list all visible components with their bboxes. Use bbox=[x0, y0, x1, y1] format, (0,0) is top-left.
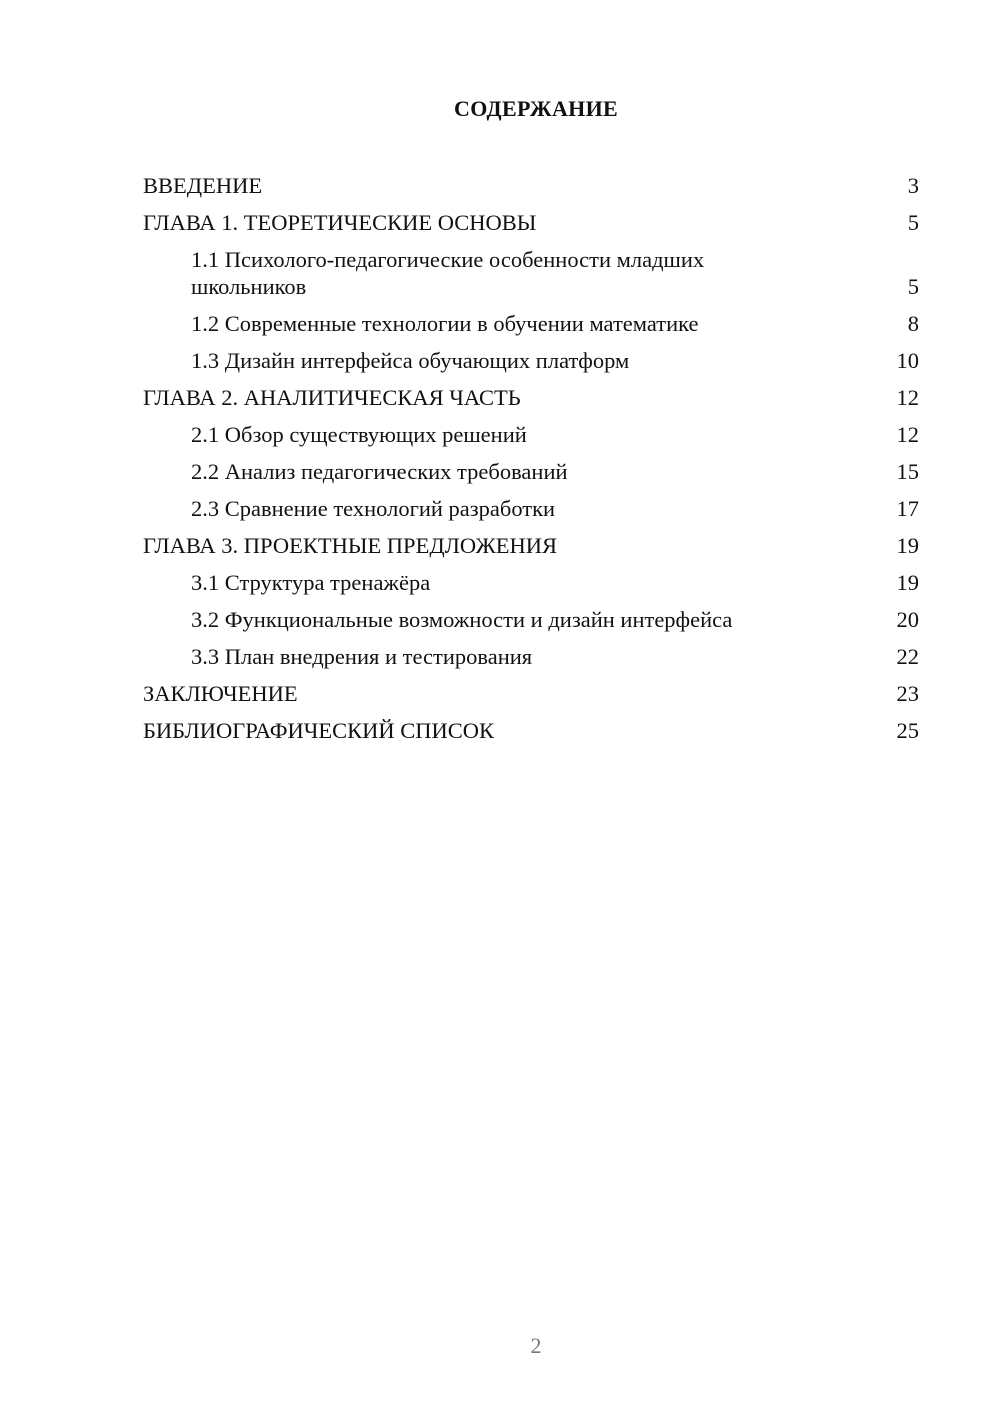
toc-entry-page: 19 bbox=[896, 570, 919, 595]
toc-entry-page: 5 bbox=[907, 274, 919, 299]
toc-entry-label: 3.3 План внедрения и тестирования bbox=[191, 644, 533, 669]
toc-entry-page: 22 bbox=[896, 644, 919, 669]
page-number: 2 bbox=[530, 1333, 542, 1358]
toc-entry-page: 17 bbox=[896, 496, 919, 521]
toc-entry-section-3-2[interactable] bbox=[143, 601, 919, 638]
toc-entry-page: 25 bbox=[896, 718, 919, 743]
toc-entry-label: 2.1 Обзор существующих решений bbox=[191, 422, 527, 447]
toc-entry-label: ГЛАВА 2. АНАЛИТИЧЕСКАЯ ЧАСТЬ bbox=[143, 385, 521, 410]
toc-entry-chapter-1[interactable] bbox=[143, 204, 919, 241]
toc-entry-label: ГЛАВА 1. ТЕОРЕТИЧЕСКИЕ ОСНОВЫ bbox=[143, 210, 537, 235]
toc-entry-page: 20 bbox=[896, 607, 919, 632]
toc-entry-bibliography[interactable] bbox=[143, 712, 919, 749]
toc-entry-page: 10 bbox=[896, 348, 919, 373]
toc-entry-page: 5 bbox=[907, 210, 919, 235]
toc-entry-page: 23 bbox=[896, 681, 919, 706]
toc-entry-chapter-3[interactable] bbox=[143, 527, 919, 564]
toc-entry-section-3-1[interactable] bbox=[143, 564, 919, 601]
toc-entry-label: 2.3 Сравнение технологий разработки bbox=[191, 496, 556, 521]
toc-entry-label: 3.2 Функциональные возможности и дизайн интерфейса bbox=[191, 607, 733, 632]
toc-entry-conclusion[interactable] bbox=[143, 675, 919, 712]
toc-entry-label: ЗАКЛЮЧЕНИЕ bbox=[143, 681, 298, 706]
toc-entry-label: ГЛАВА 3. ПРОЕКТНЫЕ ПРЕДЛОЖЕНИЯ bbox=[143, 533, 558, 558]
toc-entry-section-1-3[interactable] bbox=[143, 342, 919, 379]
toc-entry-label: ВВЕДЕНИЕ bbox=[143, 173, 263, 198]
toc-entry-label: 1.3 Дизайн интерфейса обучающих платформ bbox=[191, 348, 630, 373]
toc-entry-page: 8 bbox=[907, 311, 919, 336]
toc-entry-section-1-1[interactable] bbox=[143, 241, 919, 305]
toc-entry-section-2-3[interactable] bbox=[143, 490, 919, 527]
toc-entry-introduction[interactable] bbox=[143, 167, 919, 204]
toc-entry-section-2-2[interactable] bbox=[143, 453, 919, 490]
toc-entry-label: БИБЛИОГРАФИЧЕСКИЙ СПИСОК bbox=[143, 718, 495, 743]
toc-entry-page: 12 bbox=[896, 385, 919, 410]
toc-entry-page: 15 bbox=[896, 459, 919, 484]
toc-entry-section-3-3[interactable] bbox=[143, 638, 919, 675]
table-of-contents bbox=[143, 167, 919, 749]
toc-entry-section-1-2[interactable] bbox=[143, 305, 919, 342]
toc-entry-page: 3 bbox=[907, 173, 919, 198]
toc-entry-label: 2.2 Анализ педагогических требований bbox=[191, 459, 568, 484]
page-title: СОДЕРЖАНИЕ bbox=[454, 96, 618, 121]
toc-entry-chapter-2[interactable] bbox=[143, 379, 919, 416]
toc-entry-label: 3.1 Структура тренажёра bbox=[191, 570, 431, 595]
toc-entry-page: 19 bbox=[896, 533, 919, 558]
toc-entry-page: 12 bbox=[896, 422, 919, 447]
toc-entry-label: 1.1 Психолого-педагогические особенности младших школьников bbox=[191, 247, 705, 299]
toc-entry-section-2-1[interactable] bbox=[143, 416, 919, 453]
toc-entry-label: 1.2 Современные технологии в обучении математике bbox=[191, 311, 699, 336]
